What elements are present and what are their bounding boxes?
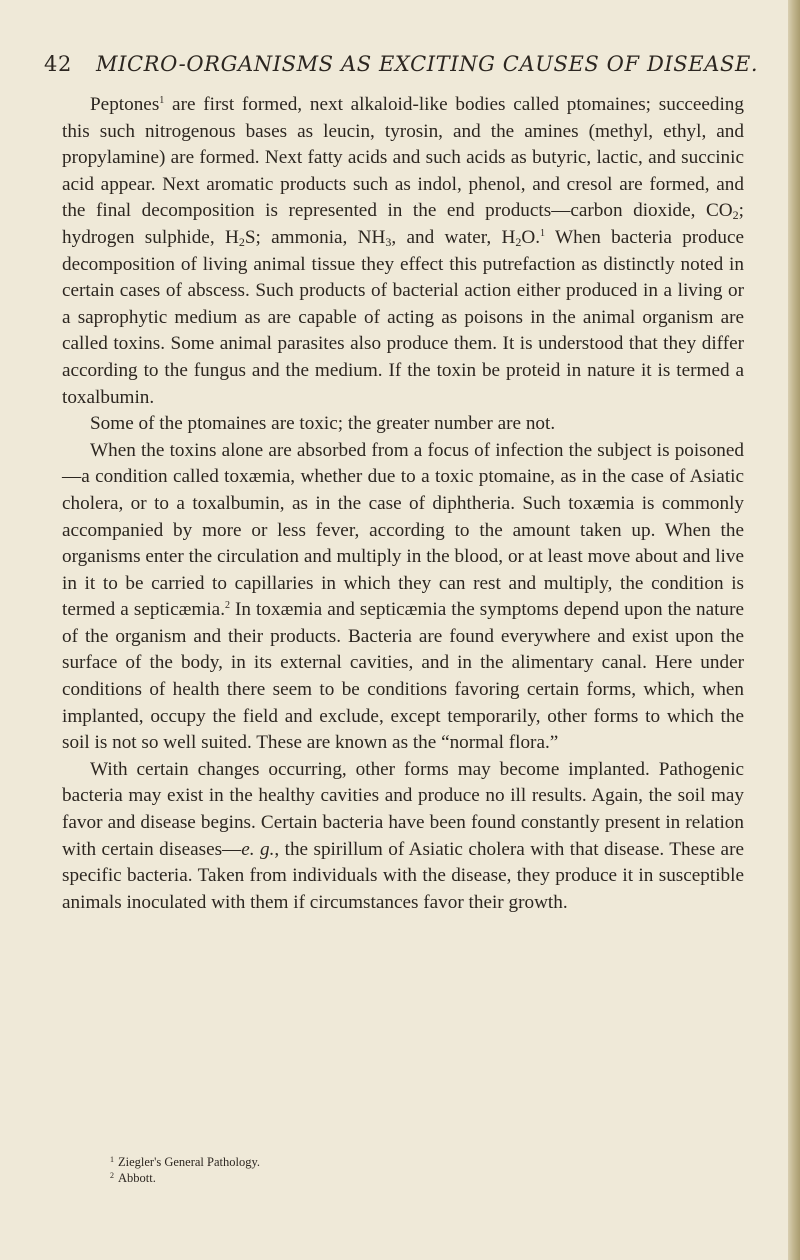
footnote-ref: 2 bbox=[225, 600, 230, 612]
text-run: , the spirillum of Asiatic cholera with that disease. These are specific bacteria. Taken from individuals with the disease, they produce it in susceptible animals inoculated with them if circumstances favor their growth. bbox=[62, 838, 744, 913]
subscript: 2 bbox=[515, 234, 522, 249]
text-run: When bacteria produce decomposition of living animal tissue they effect this putrefaction as distinctly noted in certain cases of abscess. Such products of bacterial action either produced in a living or a saprophytic medium as are capable of acting as poisons in the animal organism are called toxins. Some animal parasites also produce them. It is understood that they differ according to the fungus and the medium. If the toxin be proteid in nature it is termed a toxalbumin. bbox=[62, 226, 744, 408]
paragraph bbox=[62, 92, 744, 411]
footnote-text: Abbott. bbox=[118, 1171, 156, 1185]
footnote bbox=[110, 1170, 710, 1186]
body-text bbox=[62, 92, 744, 916]
running-title: MICRO-ORGANISMS AS EXCITING CAUSES OF DISEASE. bbox=[96, 52, 759, 76]
text-run: ; hydrogen sulphide, H bbox=[62, 200, 744, 248]
footnote-text: Ziegler's General Pathology. bbox=[118, 1155, 261, 1169]
subscript: 3 bbox=[385, 234, 392, 249]
footnote-ref: 1 bbox=[159, 95, 165, 106]
paragraph bbox=[62, 438, 744, 757]
paragraph bbox=[62, 411, 744, 438]
text-run: , and water, H bbox=[391, 226, 516, 248]
page-number: 42 bbox=[44, 52, 72, 76]
page-edge bbox=[788, 0, 800, 1260]
text-run: are first formed, next alkaloid-like bodies called ptomaines; succeeding this such nitrogenous bases as leucin, tyrosin, and the amines (methyl, ethyl, and propylamine) are formed. Next fatty acids and such acids as butyric, lactic, and succinic acid appear. Next aromatic products such as indol, phenol, and cresol are formed, and the final decomposition is represented in the end products—carbon dioxide, CO bbox=[62, 94, 744, 222]
italic-text: e. g. bbox=[241, 838, 275, 860]
running-header bbox=[44, 52, 759, 76]
text-run: Some of the ptomaines are toxic; the greater number are not. bbox=[90, 413, 556, 435]
text-run: Peptones bbox=[90, 94, 160, 115]
text-run: When the toxins alone are absorbed from a focus of infection the subject is poisoned—a condition called toxæmia, whether due to a toxic ptomaine, as in the case of Asiatic cholera, or to a toxalbumin, as in the case of diphtheria. Such toxæmia is commonly accompanied by more or less fever, according to the amount taken up. When the organisms enter the circulation and multiply in the blood, or at least move about and live in it to be carried to capillaries in which they can rest and multiply, the condition is termed a septicæmia. bbox=[62, 439, 744, 621]
footnote bbox=[110, 1154, 710, 1170]
text-run: S; ammonia, NH bbox=[244, 226, 386, 248]
subscript: 2 bbox=[732, 208, 739, 223]
footnote-mark: 1 bbox=[110, 1155, 114, 1164]
text-run: With certain changes occurring, other forms may become implanted. Pathogenic bacteria may exist in the healthy cavities and produce no ill results. Again, the soil may favor and disease begins. Certain bacteria have been found constantly present in relation with certain diseases— bbox=[62, 758, 744, 860]
footnote-mark: 2 bbox=[110, 1171, 114, 1180]
paragraph bbox=[62, 757, 744, 917]
text-run: O. bbox=[521, 226, 541, 248]
footnotes bbox=[110, 1154, 710, 1186]
subscript: 2 bbox=[238, 234, 245, 249]
footnote-ref: 1 bbox=[540, 227, 546, 239]
text-run: In toxæmia and septicæmia the symptoms depend upon the nature of the organism and their products. Bacteria are found everywhere and exist upon the surface of the body, in its external cavities, and in the alimentary canal. Here under conditions of health there seem to be conditions favoring certain forms, which, when implanted, occupy the field and exclude, except temporarily, other forms to which the soil is not so well suited. These are known as the “normal flora.” bbox=[62, 599, 744, 754]
